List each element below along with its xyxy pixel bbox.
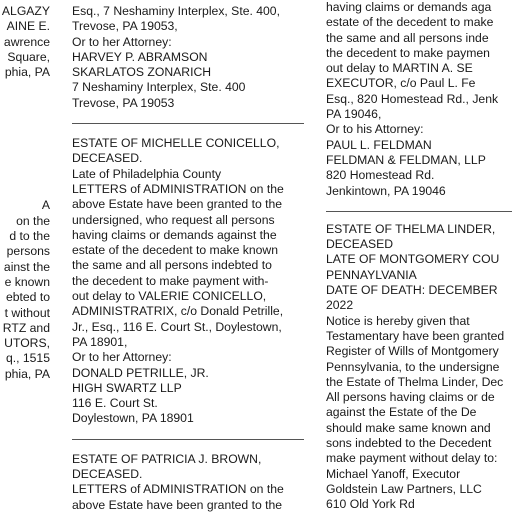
text-line: sons indebted to the Decedent [326,436,492,451]
text-line: ESTATE OF MICHELLE CONICELLO, [72,136,280,151]
text-line: HARVEY P. ABRAMSON [72,49,208,64]
text-line: DECEASED [326,237,394,252]
text-line: out delay to VALERIE CONICELLO, [72,289,267,304]
text-line: Trevose, PA 19053, [72,19,178,34]
text-line: AINE E. [6,19,50,34]
text-line: Jr., Esq., 116 E. Court St., Doylestown, [72,319,282,334]
text-line: Esq., 7 Neshaminy Interplex, Ste. 400, [72,4,280,18]
text-line: Or to his Attorney: [326,122,424,137]
text-line: Late of Philadelphia County [72,166,222,181]
text-line: ESTATE OF PATRICIA J. BROWN, [72,451,262,466]
text-line: Pennsylvania, to the undersigne [326,359,500,374]
text-line: UTORS, [4,336,50,351]
text-line: 116 E. Court St. [72,396,158,411]
left-block-b [0,198,50,382]
text-line: awrence [3,34,50,49]
text-line: persons [6,244,50,259]
text-line: ADMINISTRATRIX, c/o Donald Petrille, [72,304,284,319]
text-line: ainst the [3,259,50,274]
text-line: PA 19046, [326,107,382,122]
text-line: ebted to [5,290,50,305]
text-line: LETTERS of ADMINISTRATION on the [72,482,284,497]
notice-estate-brown [72,452,304,513]
text-line: estate of the decedent to make known [72,243,278,258]
text-line: ALGAZY [1,4,50,18]
text-line: the decedent to make paymen [326,45,490,60]
text-line: against the Estate of the De [326,405,477,420]
text-line: having claims or demands against the [72,227,277,242]
text-line: Square, [7,49,50,64]
text-line: above Estate have been granted to the [72,497,283,512]
text-line: the same and all persons indebted to [72,258,272,273]
text-line: DATE OF DEATH: DECEMBER [326,283,498,298]
text-line: the same and all persons inde [326,30,489,45]
text-line: SKARLATOS ZONARICH [72,65,212,80]
text-line: PAUL L. FELDMAN [326,137,432,152]
text-line: Jenkintown, PA 19046 [326,183,446,198]
text-line: e known [4,274,50,289]
text-line: Testamentary have been granted [326,328,505,343]
text-line: Michael Yanoff, Executor [326,466,461,481]
notice-top-continuation-right [326,0,512,199]
text-line: FELDMAN & FELDMAN, LLP [326,152,486,167]
text-line: LATE OF MONTGOMERY COU [326,252,500,267]
text-line: estate of the decedent to make [326,15,494,30]
text-line: on the [16,213,50,228]
text-line: 610 Old York Rd [326,497,415,512]
text-line: HIGH SWARTZ LLP [72,380,182,395]
text-line: d to the [9,229,50,244]
text-line: 2022 [326,298,354,313]
text-line: DECEASED. [72,151,143,166]
text-line: A [41,198,50,213]
text-line: undersigned, who request all persons [72,212,275,227]
text-line: above Estate have been granted to the [72,197,283,212]
text-line: make payment without delay to: [326,451,498,466]
text-line: DONALD PETRILLE, JR. [72,365,209,380]
text-line: Or to her Attorney: [72,34,172,49]
text-line: phia, PA [4,65,50,80]
text-line: Goldstein Law Partners, LLC [326,481,482,496]
text-line: 820 Homestead Rd. [326,168,435,183]
text-line: Esq., 820 Homestead Rd., Jenk [326,91,499,106]
text-line: PENNAYLVANIA [326,267,417,282]
text-line: All persons having claims or de [326,390,495,405]
text-line: out delay to MARTIN A. SE [326,61,473,76]
right-column [326,0,512,513]
text-line: q., 1515 [5,351,50,366]
text-line: DECEASED. [72,467,143,482]
text-line: Doylestown, PA 18901 [72,411,194,426]
text-line: the Estate of Thelma Linder, Dec [326,374,504,389]
notice-estate-linder [326,222,512,513]
text-line: LETTERS of ADMINISTRATION on the [72,181,284,196]
text-line: Notice is hereby given that [326,313,470,328]
text-line: Trevose, PA 19053 [72,95,175,110]
text-line: ESTATE OF THELMA LINDER, [326,221,496,236]
left-block-a [0,4,50,80]
text-line: phia, PA [4,366,50,381]
text-line: t without [4,305,50,320]
left-column [0,0,50,382]
text-line: Or to her Attorney: [72,350,172,365]
text-line: RTZ and [2,320,50,335]
notice-top-continuation [72,4,304,111]
text-line: should make same known and [326,420,491,435]
text-line: the decedent to make payment with- [72,273,269,288]
middle-column [72,0,304,513]
text-line: having claims or demands aga [326,0,492,14]
text-line: Register of Wills of Montgomery [326,344,499,359]
text-line: PA 18901, [72,334,128,349]
notice-estate-conicello [72,136,304,427]
text-line: 7 Neshaminy Interplex, Ste. 400 [72,80,246,95]
text-line: EXECUTOR, c/o Paul L. Fe [326,76,476,91]
